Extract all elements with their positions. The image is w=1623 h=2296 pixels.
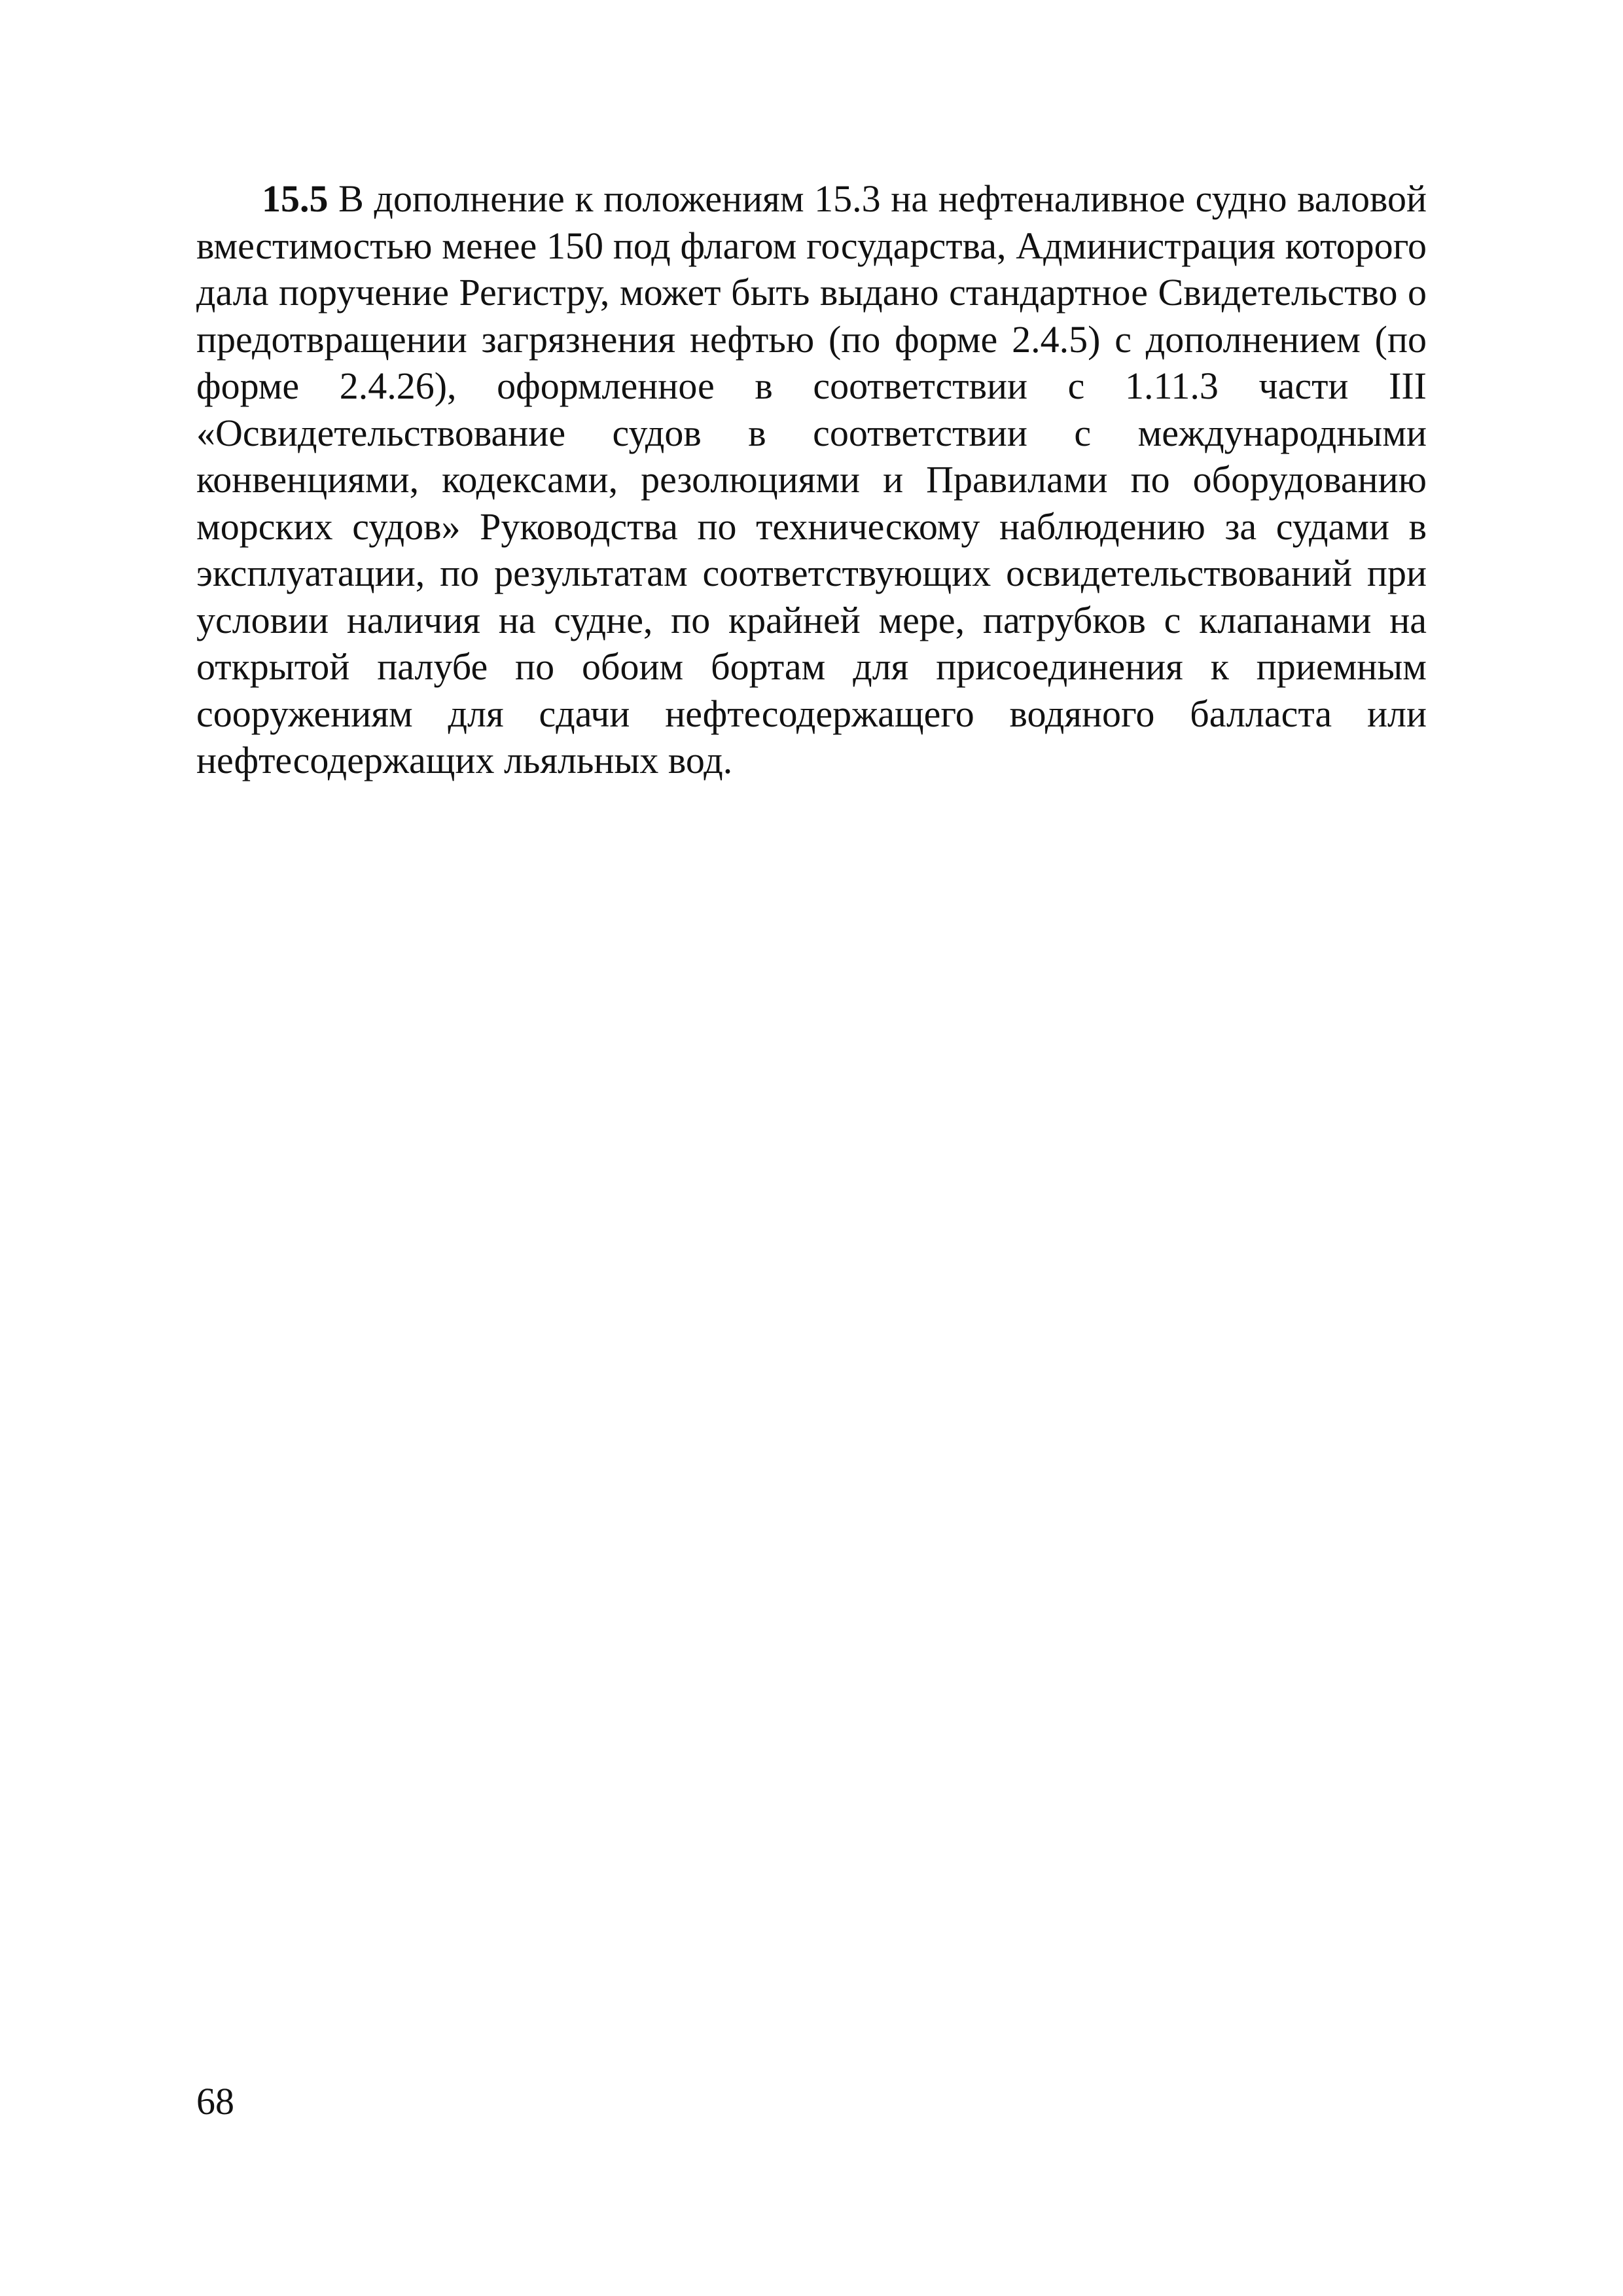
clause-paragraph [196,175,1427,784]
clause-number: 15.5 [262,177,329,220]
page-number: 68 [196,2080,234,2123]
clause-text: В дополнение к положениям 15.3 на нефтеналивное судно валовой вместимостью менее 150 под флагом государства, Администрация которого дала поручение Регистру, может быть выдано стандартное Свидетельство о предотвращении загрязнения нефтью (по форме 2.4.5) с дополнением (по форме 2.4.26), оформленное в соответствии с 1.11.3 части III «Освидетельствование судов в соответствии с международными конвенциями, кодексами, резолюциями и Правилами по оборудованию морских судов» Руководства по техническому наблюдению за судами в эксплуатации, по результатам соответствующих освидетельствований при условии наличия на судне, по крайней мере, патрубков с клапанами на открытой палубе по обоим бортам для присоединения к приемным сооружениям для сдачи нефтесодержащего водяного балласта или нефтесодержащих льяльных вод. [196,177,1427,781]
